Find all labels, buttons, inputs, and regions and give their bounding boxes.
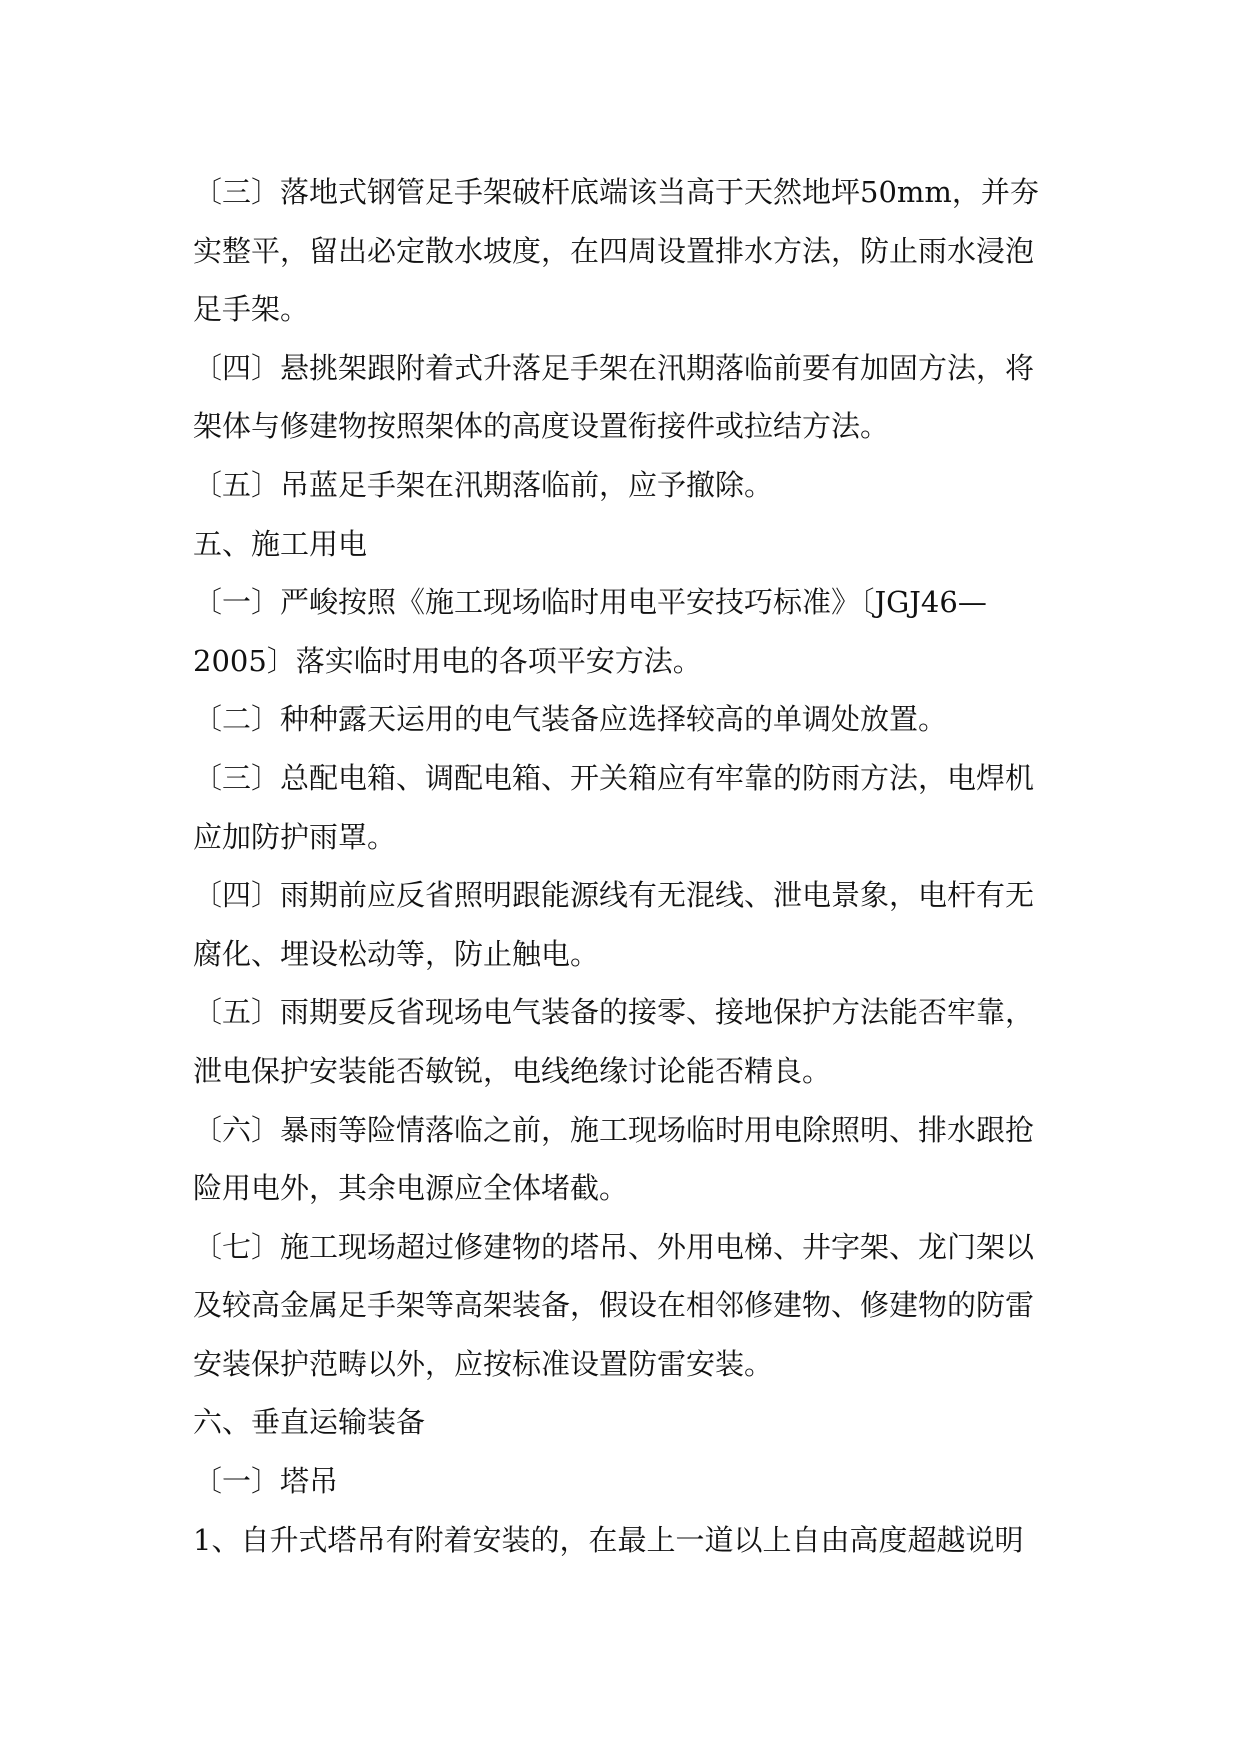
- text-line: 1、自升式塔吊有附着安装的，在最上一道以上自由高度超越说明: [193, 1522, 1024, 1557]
- document-body: [193, 163, 1053, 1569]
- text-line: 〔三〕总配电箱、调配电箱、开关箱应有牢靠的防雨方法，电焊机: [193, 760, 1035, 795]
- text-line: 〔二〕种种露天运用的电气装备应选择较高的单调处放置。: [193, 702, 948, 737]
- text-line: 〔五〕吊蓝足手架在汛期落临前，应予撤除。: [193, 467, 774, 502]
- text-line: 〔四〕悬挑架跟附着式升落足手架在汛期落临前要有加固方法，将: [193, 350, 1035, 385]
- text-line: 实整平，留出必定散水坡度，在四周设置排水方法，防止雨水浸泡: [193, 233, 1035, 268]
- text-line: 险用电外，其余电源应全体堵截。: [193, 1171, 629, 1206]
- text-line: 架体与修建物按照架体的高度设置衔接件或拉结方法。: [193, 409, 890, 444]
- text-line: 〔一〕严峻按照《施工现场临时用电平安技巧标准》〔JGJ46—: [193, 585, 987, 620]
- text-line: 〔四〕雨期前应反省照明跟能源线有无混线、泄电景象，电杆有无: [193, 878, 1035, 913]
- text-line: 〔三〕落地式钢管足手架破杆底端该当高于天然地坪50mm，并夯: [193, 175, 1039, 209]
- section-heading: 六、垂直运输装备: [193, 1405, 426, 1440]
- text-line: 安装保护范畴以外，应按标准设置防雷安装。: [193, 1346, 774, 1381]
- text-line: 腐化、埋设松动等，防止触电。: [193, 936, 600, 971]
- subsection-heading: 〔一〕塔吊: [193, 1464, 339, 1499]
- text-line: 足手架。: [193, 292, 310, 327]
- text-line: 应加防护雨罩。: [193, 819, 397, 854]
- text-line: 泄电保护安装能否敏锐，电线绝缘讨论能否精良。: [193, 1053, 832, 1088]
- text-line: 〔七〕施工现场超过修建物的塔吊、外用电梯、井字架、龙门架以: [193, 1229, 1035, 1264]
- section-heading: 五、施工用电: [193, 526, 368, 561]
- text-line: 2005〕落实临时用电的各项平安方法。: [193, 643, 702, 678]
- text-line: 〔六〕暴雨等险情落临之前，施工现场临时用电除照明、排水跟抢: [193, 1112, 1035, 1147]
- text-line: 及较高金属足手架等高架装备，假设在相邻修建物、修建物的防雷: [193, 1288, 1035, 1323]
- text-line: 〔五〕雨期要反省现场电气装备的接零、接地保护方法能否牢靠，: [193, 995, 1035, 1030]
